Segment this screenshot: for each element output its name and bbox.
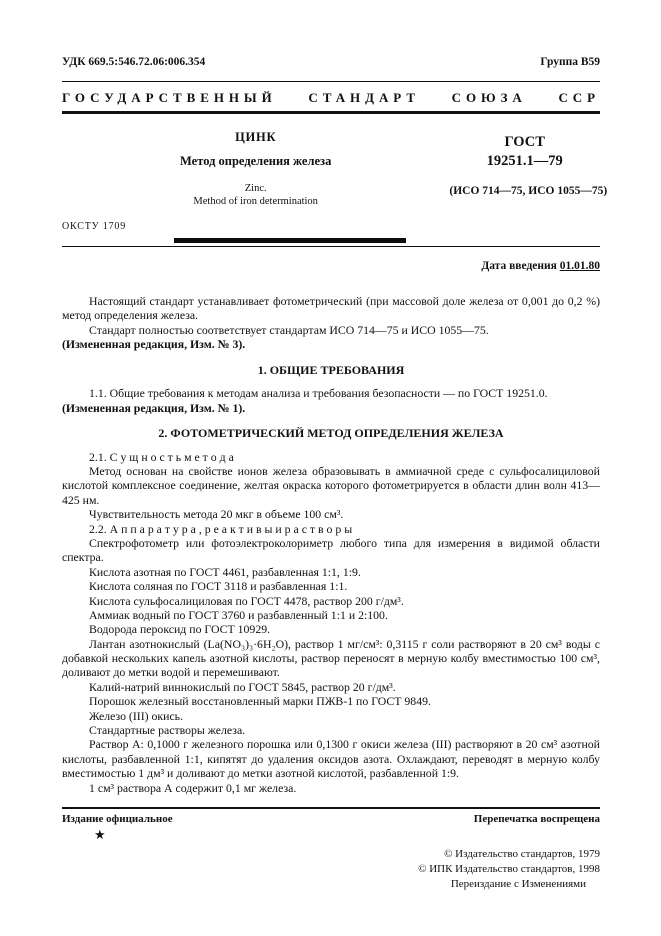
amendment-note: (Измененная редакция, Изм. № 3). (62, 337, 246, 352)
method-title-ru: Метод определения железа (180, 154, 332, 168)
reissue-note: Переиздание с Изменениями (450, 878, 586, 891)
iso-reference: (ИСО 714—75, ИСО 1055—75) (449, 185, 608, 197)
effective-date-label: Дата введения (481, 260, 557, 272)
effective-date-line (62, 260, 600, 272)
paragraph: Стандартные растворы железа. (89, 723, 246, 738)
amendment-note: (Измененная редакция, Изм. № 1). (62, 400, 246, 415)
gost-number: 19251.1—79 (486, 153, 563, 169)
footer-row (62, 813, 600, 825)
paragraph: Стандарт полностью соответствует стандартам ИСО 714—75 и ИСО 1055—75. (89, 322, 489, 337)
reprint-prohibited-label: Перепечатка воспрещена (473, 813, 600, 826)
paragraph: 1 см³ раствора А содержит 0,1 мг железа. (89, 780, 297, 795)
okstu-code: ОКСТУ 1709 (62, 221, 127, 232)
copyright-line: © ИПК Издательство стандартов, 1998 (418, 863, 600, 876)
standard-header-word: ССР (558, 90, 600, 105)
paragraph: Лантан азотнокислый (La(NO₃)₃·6H₂O), раствор 1 мг/см³: 0,3115 г соли растворяют в 20 см³ воды с добавкой нескольких капель азотной кислоты, раствор переносят в мерную колбу вместимостью 100 см³, доливают до метки водой и перемешивают. (62, 636, 600, 680)
standard-header-word: ГОСУДАРСТВЕННЫЙ (62, 90, 277, 105)
paragraph: 1.1. Общие требования к методам анализа и требования безопасности — по ГОСТ 19251.0. (89, 386, 548, 401)
subject-title: ЦИНК (235, 130, 277, 144)
paragraph: Настоящий стандарт устанавливает фотометрический (при массовой доле железа от 0,001 до 0,2 %) метод определения железа. (62, 294, 600, 323)
section-heading-1: 1. ОБЩИЕ ТРЕБОВАНИЯ (257, 362, 405, 377)
document-title (62, 130, 449, 207)
paragraph: Раствор А: 0,1000 г железного порошка или 0,1300 г окиси железа (III) растворяют в 20 см³ азотной кислоты, разбавленной 1:1, кипятят до удаления оксидов азота. Охлаждают, переводят в мерную колбу вместимостью 1 дм³ и доливают до метки азотной кислотой, разбавленной 1:9. (62, 737, 600, 781)
copyright-line: © Издательство стандартов, 1979 (444, 848, 600, 861)
header-thick-divider (62, 111, 600, 114)
footer-divider (62, 807, 600, 810)
paragraph: Кислота соляная по ГОСТ 3118 и разбавленная 1:1. (89, 579, 348, 594)
udk-code: УДК 669.5:546.72.06:006.354 (62, 56, 206, 68)
page-footer (62, 807, 600, 892)
gost-designation (449, 130, 608, 207)
copyright-block (62, 847, 600, 892)
paragraph: Кислота сульфосалициловая по ГОСТ 4478, раствор 200 г/дм³. (89, 593, 404, 608)
paragraph: Водорода пероксид по ГОСТ 10929. (89, 622, 271, 637)
meta-row (62, 56, 600, 68)
paragraph: Кислота азотная по ГОСТ 4461, разбавленная 1:1, 1:9. (89, 564, 361, 579)
method-title-en: Method of iron determination (193, 196, 318, 207)
paragraph: Чувствительность метода 20 мкг в объеме 100 см³. (89, 507, 344, 522)
paragraph: Спектрофотометр или фотоэлектроколориметр любого типа для измерения в видимой области спектра. (62, 535, 600, 565)
paragraph: Калий-натрий виннокислый по ГОСТ 5845, раствор 20 г/дм³. (89, 679, 396, 694)
gost-label: ГОСТ (504, 134, 545, 150)
paragraph: Порошок железный восстановленный марки ПЖВ-1 по ГОСТ 9849. (89, 694, 431, 709)
subsection-title: 2.2. А п п а р а т у р а , р е а к т и в ы и р а с т в о р ы (89, 521, 353, 536)
document-body (62, 294, 600, 795)
section-heading-2: 2. ФОТОМЕТРИЧЕСКИЙ МЕТОД ОПРЕДЕЛЕНИЯ ЖЕЛЕЗА (158, 425, 504, 440)
thick-rule-segment (174, 238, 406, 243)
paragraph: Железо (III) окись. (89, 708, 184, 723)
top-divider (62, 81, 600, 82)
standard-header-title (62, 90, 600, 106)
title-block (62, 130, 608, 207)
group-code: Группа В59 (540, 56, 600, 68)
effective-date-value: 01.01.80 (559, 260, 600, 272)
paragraph: Аммиак водный по ГОСТ 3760 и разбавленный 1:1 и 2:100. (89, 607, 388, 622)
subject-title-en: Zinc. (244, 183, 267, 194)
official-edition-label: Издание официальное (62, 813, 173, 826)
subsection-title: 2.1. С у щ н о с т ь м е т о д а (89, 449, 234, 464)
standard-header-word: СОЮЗА (451, 90, 527, 105)
paragraph: Метод основан на свойстве ионов железа образовывать в аммиачной среде с сульфосалициловой кислотой комплексное соединение, желтая окраска которого фотометрируется в области длин волн 413—425 нм. (62, 463, 600, 507)
star-icon: ★ (94, 827, 106, 843)
standard-header-word: СТАНДАРТ (308, 90, 420, 105)
title-bottom-divider (62, 246, 600, 247)
